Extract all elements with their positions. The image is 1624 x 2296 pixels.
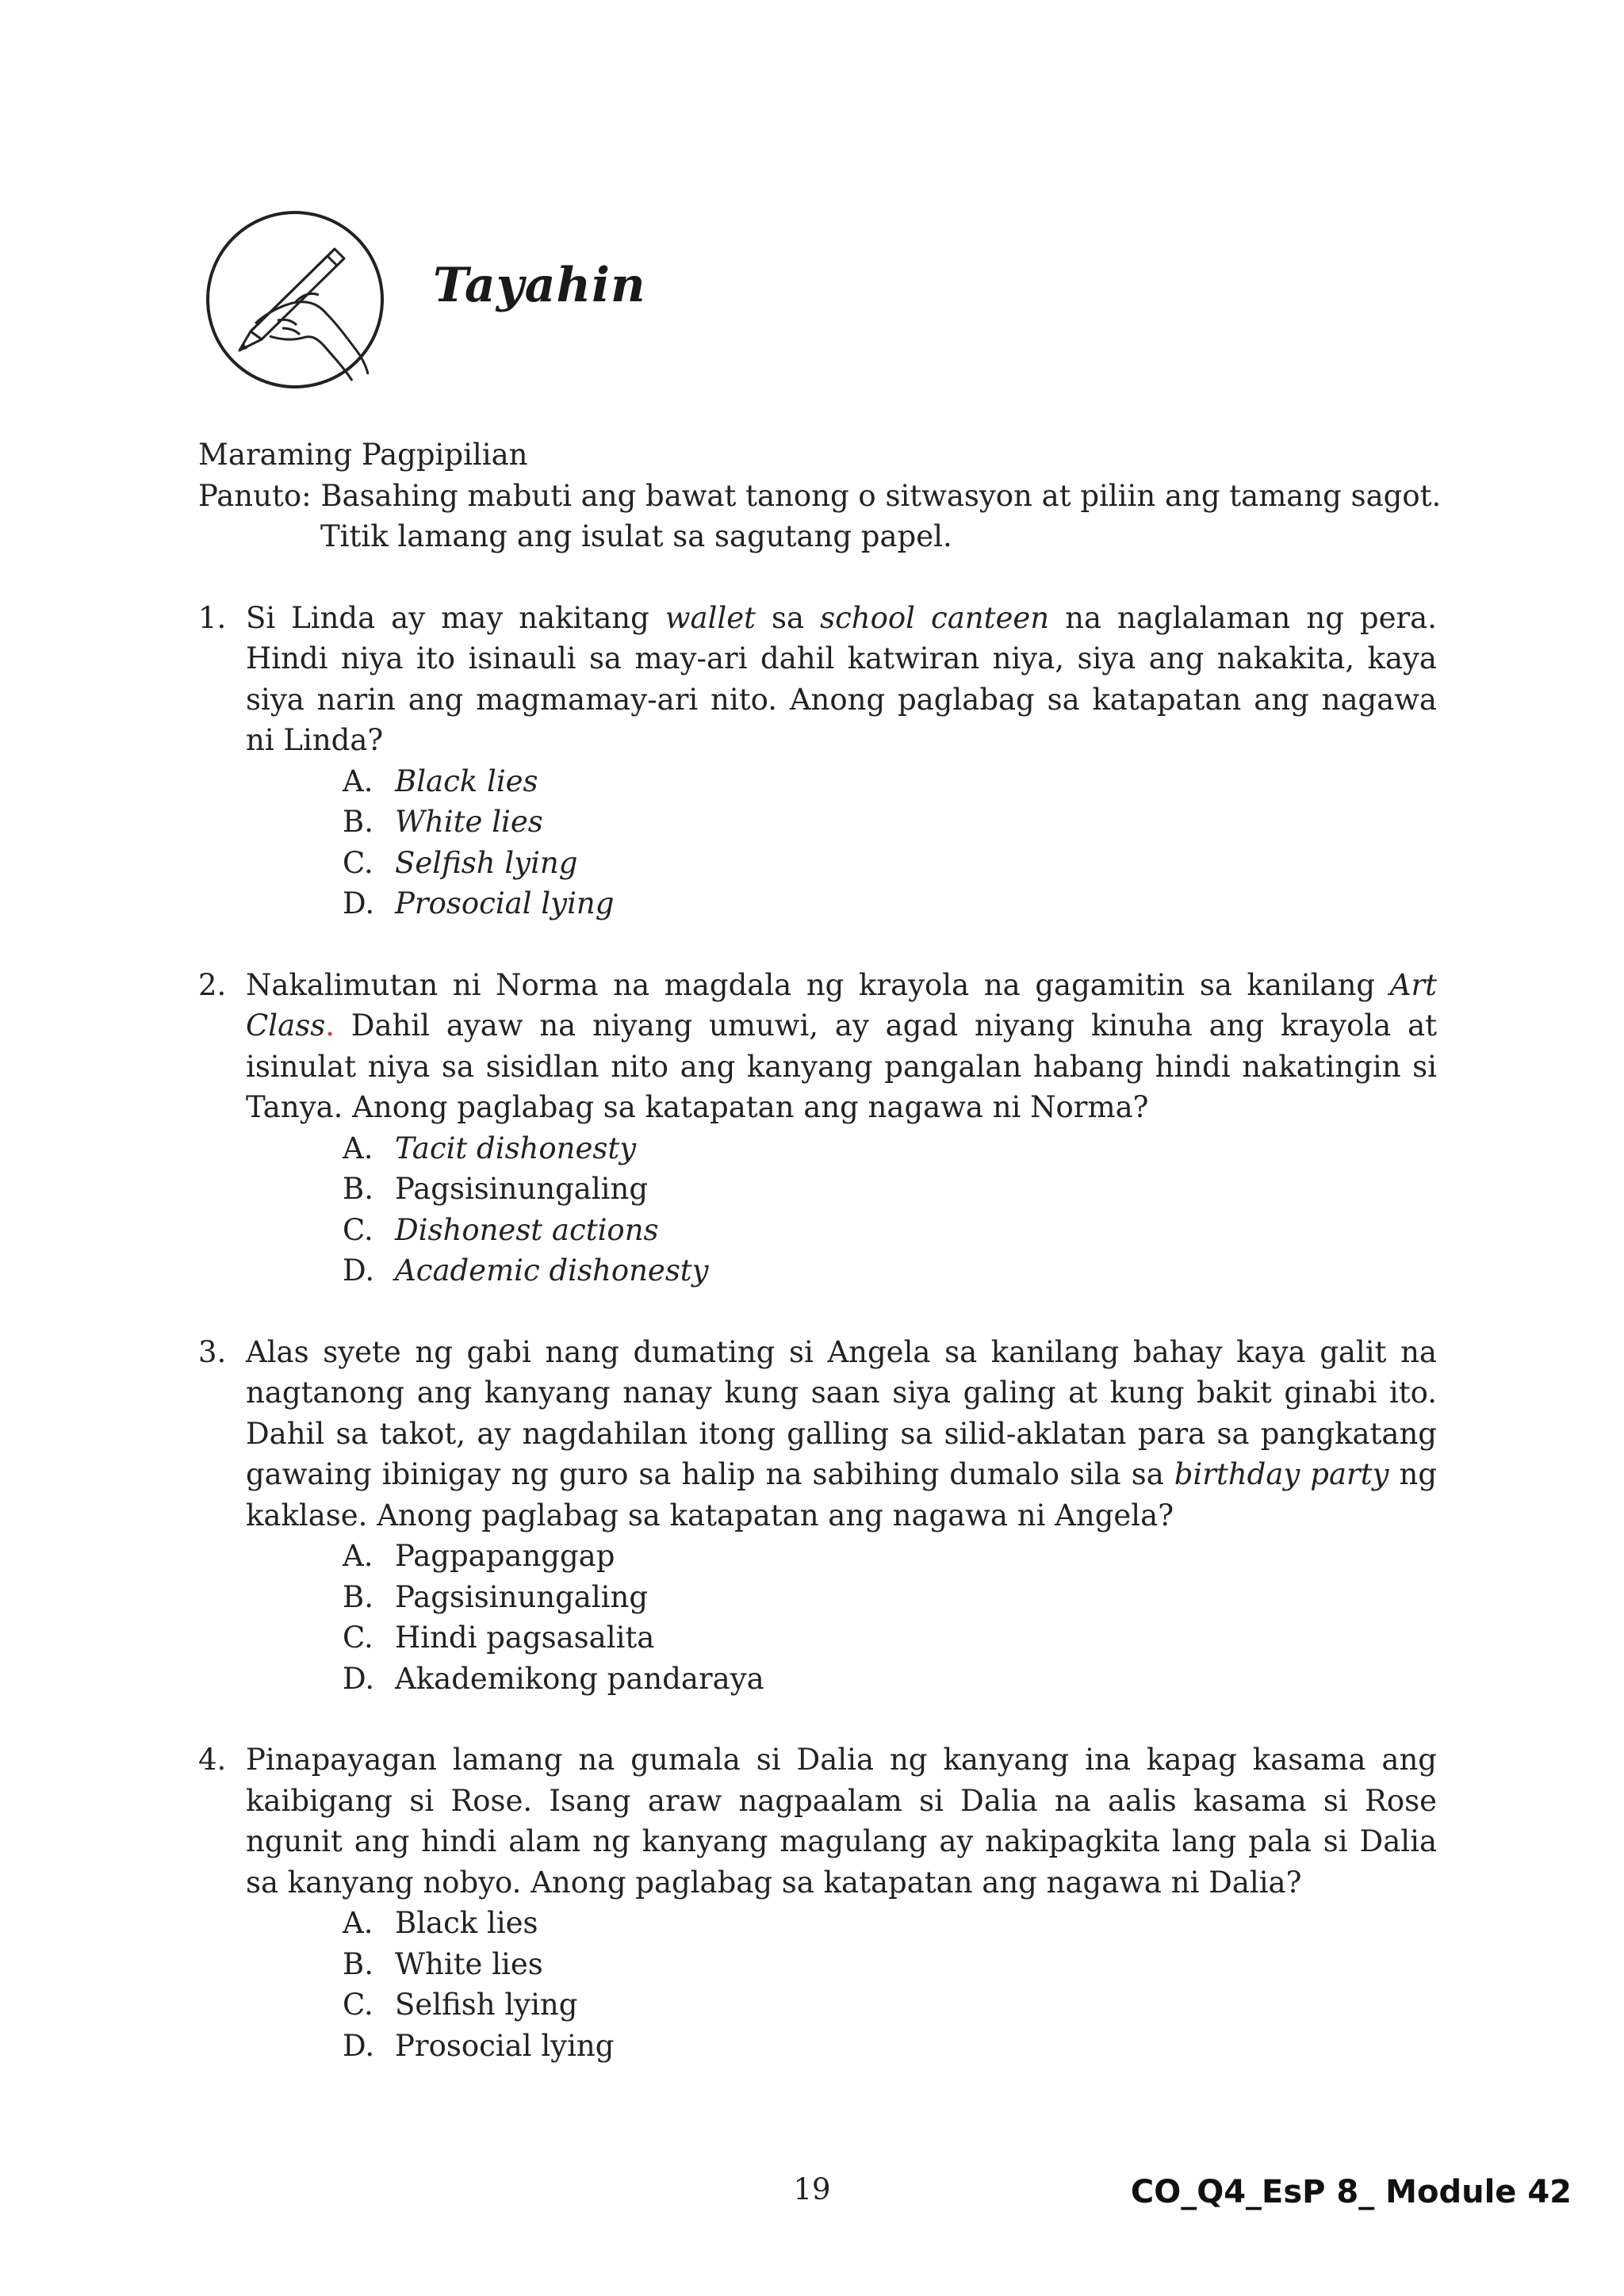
question-line: Si Linda ay may nakitang wallet sa school canteen na naglalaman ng pera. (246, 600, 1437, 635)
answer-option (343, 1944, 1437, 1985)
assessment-content (198, 434, 1442, 2066)
question-line: kaklase. Anong paglabag sa katapatan ang nagawa ni Angela? (246, 1498, 1174, 1533)
option-letter: B. (343, 805, 373, 839)
option-letter: D. (343, 886, 375, 920)
option-letter: A. (343, 763, 373, 798)
option-text: Pagsisinungaling (395, 1172, 649, 1206)
question-line: Nakalimutan ni Norma na magdala ng krayola na gagamitin sa kanilang Art (246, 967, 1437, 1002)
option-letter: A. (343, 1131, 373, 1165)
answer-option (343, 1577, 1437, 1618)
question-line: nagtanong ang kanyang nanay kung saan siya galing at kung bakit ginabi ito. (246, 1376, 1437, 1410)
instructions-line-2: Titik lamang ang isulat sa sagutang papel. (320, 519, 952, 553)
answer-option (343, 802, 1437, 843)
option-text: Hindi pagsasalita (395, 1621, 655, 1655)
answer-options (246, 761, 1437, 924)
option-letter: A. (343, 1906, 373, 1940)
option-text: Black lies (395, 763, 538, 798)
answer-option (343, 1984, 1437, 2026)
answer-option (343, 843, 1437, 884)
assessment-type-label: Maraming Pagpipilian (198, 438, 528, 472)
question-line: isinulat niya sa sisidlan nito ang kanyang pangalan habang hindi nakatingin si (246, 1049, 1437, 1084)
answer-option (343, 1250, 1437, 1292)
question-item (198, 965, 1437, 1292)
option-letter: B. (343, 1172, 373, 1206)
option-letter: C. (343, 845, 373, 880)
question-line: Hindi niya ito isinauli sa may-ari dahil katwiran niya, siya ang nakakita, kaya (246, 641, 1437, 675)
option-letter: D. (343, 1661, 375, 1696)
option-letter: D. (343, 2028, 375, 2063)
answer-option (343, 2026, 1437, 2067)
answer-option (343, 1169, 1437, 1210)
question-list (198, 598, 1437, 2067)
option-text: Dishonest actions (395, 1212, 659, 1247)
question-text (198, 598, 1437, 924)
question-number: 3. (198, 1334, 227, 1369)
option-text: Akademikong pandaraya (395, 1661, 764, 1696)
answer-option (343, 1536, 1437, 1577)
question-item (198, 1739, 1437, 2066)
answer-options (246, 1903, 1437, 2066)
question-line: ngunit ang hindi alam ng kanyang magulang ay nakipagkita lang pala si Dalia (246, 1824, 1437, 1858)
option-letter: D. (343, 1253, 375, 1288)
question-line: Pinapayagan lamang na gumala si Dalia ng kanyang ina kapag kasama ang (246, 1743, 1437, 1777)
question-line: kaibigang si Rose. Isang araw nagpaalam si Dalia na aalis kasama si Rose (246, 1783, 1437, 1818)
answer-option (343, 883, 1437, 924)
option-letter: C. (343, 1988, 373, 2022)
option-letter: C. (343, 1212, 373, 1247)
option-letter: B. (343, 1946, 373, 1981)
question-text (198, 965, 1437, 1292)
hand-writing-pencil-icon (200, 205, 390, 395)
option-text: Pagpapanggap (395, 1539, 615, 1573)
question-text (198, 1332, 1437, 1700)
question-item (198, 1332, 1437, 1700)
question-line: siya narin ang magmamay-ari nito. Anong paglabag sa katapatan ang nagawa (246, 682, 1437, 717)
answer-options (246, 1536, 1437, 1699)
option-text: Tacit dishonesty (395, 1131, 637, 1165)
question-line: ni Linda? (246, 723, 384, 757)
option-text: Prosocial lying (395, 2028, 615, 2063)
option-text: White lies (395, 1946, 543, 1981)
question-number: 1. (198, 600, 227, 635)
question-line: Class. Dahil ayaw na niyang umuwi, ay agad niyang kinuha ang krayola at (246, 1008, 1437, 1043)
answer-option (343, 1659, 1437, 1700)
answer-option (343, 1128, 1437, 1169)
answer-option (343, 1903, 1437, 1944)
option-text: Pagsisinungaling (395, 1579, 649, 1614)
option-letter: A. (343, 1539, 373, 1573)
question-line: sa kanyang nobyo. Anong paglabag sa katapatan ang nagawa ni Dalia? (246, 1865, 1302, 1900)
question-number: 4. (198, 1743, 227, 1777)
answer-option (343, 1617, 1437, 1659)
option-text: Academic dishonesty (395, 1253, 709, 1288)
question-text (198, 1739, 1437, 2066)
option-text: Black lies (395, 1906, 538, 1940)
question-item (198, 598, 1437, 924)
answer-option (343, 1210, 1437, 1251)
answer-option (343, 761, 1437, 802)
question-number: 2. (198, 967, 227, 1002)
option-text: Selfish lying (395, 845, 578, 880)
option-text: White lies (395, 805, 543, 839)
option-text: Prosocial lying (395, 886, 615, 920)
instructions-line-1: Panuto: Basahing mabuti ang bawat tanong o sitwasyon at piliin ang tamang sagot. (198, 478, 1442, 513)
answer-options (246, 1128, 1437, 1292)
question-line: gawaing ibinigay ng guro sa halip na sabihing dumalo sila sa birthday party ng (246, 1457, 1437, 1491)
question-line: Alas syete ng gabi nang dumating si Angela sa kanilang bahay kaya galit na (246, 1334, 1437, 1369)
question-line: Tanya. Anong paglabag sa katapatan ang nagawa ni Norma? (246, 1090, 1149, 1124)
module-code: CO_Q4_EsP 8_ Module 42 (1130, 2174, 1572, 2210)
option-text: Selfish lying (395, 1988, 578, 2022)
section-title: Tayahin (433, 258, 646, 313)
option-letter: C. (343, 1621, 373, 1655)
question-line: Dahil sa takot, ay nagdahilan itong galling sa silid-aklatan para sa pangkatang (246, 1416, 1437, 1451)
page-number: 19 (793, 2172, 831, 2206)
option-letter: B. (343, 1579, 373, 1614)
